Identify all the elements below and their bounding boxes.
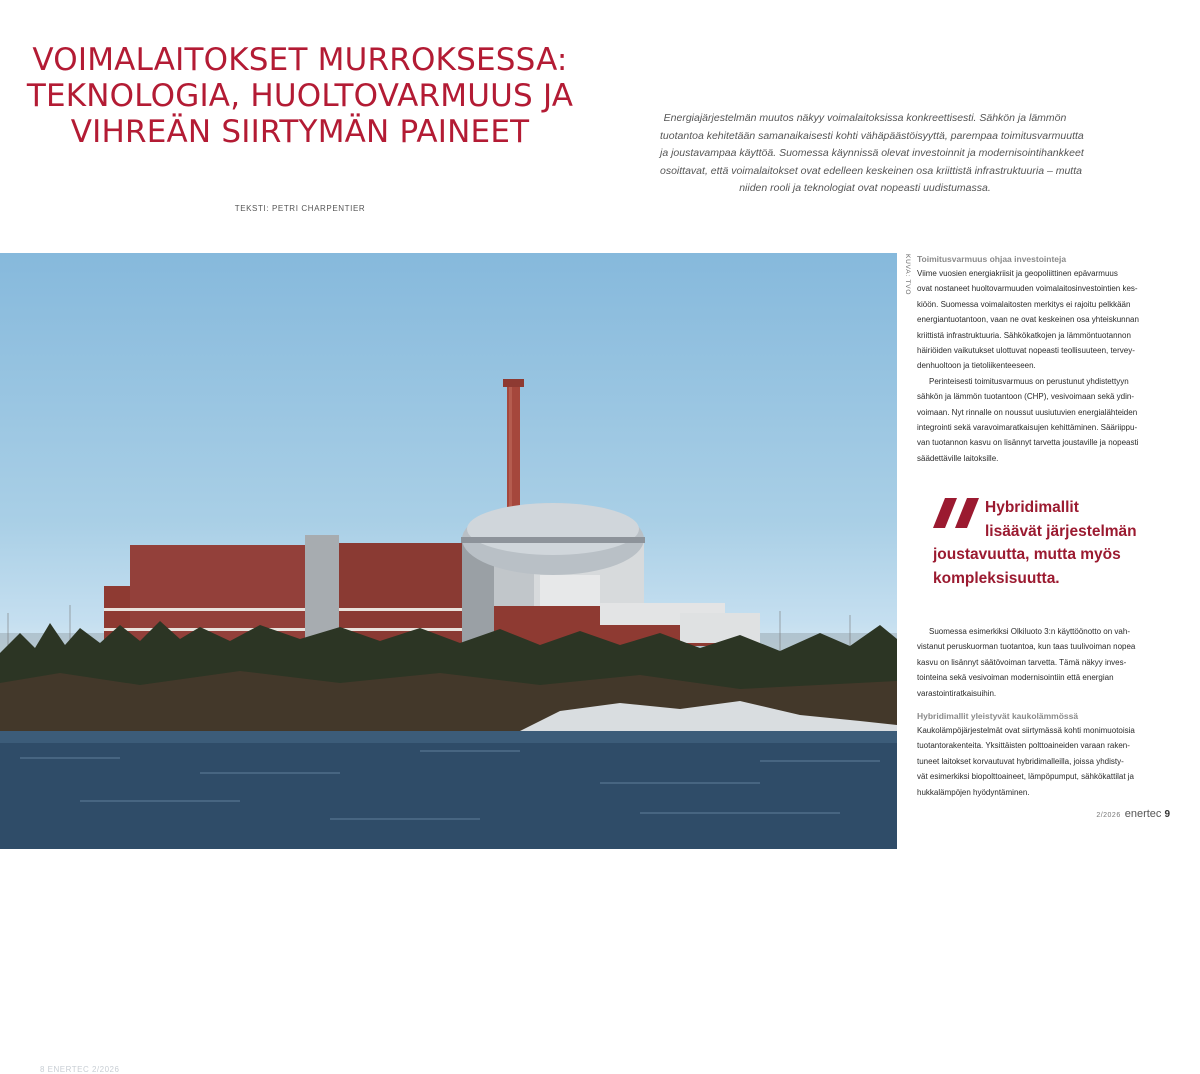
pull-quote-line: Hybridimallit	[985, 499, 1079, 516]
lead-line: Energiajärjestelmän muutos näkyy voimalaitoksissa konkreettisesti. Sähkön ja lämmön	[663, 112, 1067, 124]
pull-quote-line: kompleksisuutta.	[933, 569, 1060, 587]
issue-number: 2/2026	[1096, 812, 1121, 819]
title-line: TEKNOLOGIA, HUOLTOVARMUUS JA	[26, 78, 574, 114]
lead-line: ja joustavampaa käyttöä. Suomessa käynnissä olevat investoinnit ja modernisointihankkeet	[660, 147, 1084, 159]
body-line: säädettäville laitoksille.	[917, 453, 999, 463]
body-line: ovat nostaneet huoltovarmuuden voimalaitosinvestointien kes-	[917, 284, 1138, 294]
quote-mark-icon	[933, 498, 981, 528]
lead-line: niiden rooli ja teknologiat ovat nopeasti uudistumassa.	[739, 182, 991, 194]
body-line: Suomessa esimerkiksi Olkiluoto 3:n käyttöönotto on vah-	[929, 627, 1130, 636]
lead-line: osoittavat, että voimalaitokset ovat edelleen keskeinen osa kriittistä infrastruktuuria – mutta	[660, 164, 1082, 177]
body-line: Perinteisesti toimitusvarmuus on perustunut yhdistettyyn	[929, 376, 1129, 386]
body-line: kriittistä infrastruktuuria. Sähkökatkojen ja lämmöntuotannon	[917, 330, 1131, 340]
body-line: häiriöiden vaikutukset ulottuvat nopeasti teollisuuteen, tervey-	[917, 346, 1135, 356]
page-footer	[1090, 808, 1170, 820]
page-number: 9	[1164, 809, 1170, 820]
body-line: tuotantorakenteita. Yksittäisten polttoaineiden varaan raken-	[917, 741, 1130, 751]
body-section-district-heating	[917, 709, 1167, 800]
body-line: Viime vuosien energiakriisit ja geopoliittinen epävarmuus	[917, 269, 1118, 278]
body-line: vät esimerkiksi biopolttoaineet, lämpöpumput, sähkökattilat ja	[917, 772, 1134, 782]
body-section-olkiluoto	[917, 624, 1167, 701]
body-line: hukkalämpöjen hyödyntäminen.	[917, 787, 1030, 797]
body-section-supply-security	[917, 252, 1167, 466]
pull-quote-line: lisäävät järjestelmän	[985, 522, 1137, 540]
body-line: vistanut peruskuorman tuotantoa, kun taas tuulivoiman nopea	[917, 642, 1136, 652]
body-line: voimaan. Nyt rinnalle on noussut uusiutuvien energialähteiden	[917, 407, 1138, 417]
body-line: kiöön. Suomessa voimalaitosten merkitys ei rajoitu pelkkään	[917, 299, 1131, 309]
article-title	[20, 42, 580, 150]
section-heading: Hybridimallit yleistyvät kaukolämmössä	[917, 711, 1079, 721]
pull-quote	[933, 496, 1173, 590]
left-page-folio: 8 ENERTEC 2/2026	[40, 1065, 120, 1074]
body-line: varastointiratkaisuihin.	[917, 688, 997, 698]
body-line: energiantuotantoon, vaan ne ovat keskeinen osa yhteiskunnan	[917, 315, 1139, 325]
body-line: denhuoltoon ja tietoliikenteeseen.	[917, 361, 1036, 371]
title-line: VIHREÄN SIIRTYMÄN PAINEET	[70, 114, 530, 150]
body-line: tointeina sekä vesivoiman modernisointiin että energian	[917, 673, 1114, 683]
body-line: van tuotannon kasvu on lisännyt tarvetta joustaville ja nopeasti	[917, 438, 1139, 448]
author-byline: TEKSTI: PETRI CHARPENTIER	[234, 204, 366, 213]
power-plant-photo	[0, 253, 897, 1074]
photo-credit: KUVA: TVO	[904, 254, 911, 296]
body-line: Kaukolämpöjärjestelmät ovat siirtymässä kohti monimuotoisia	[917, 726, 1135, 735]
lead-line: tuotantoa kehitetään samanaikaisesti kohti vähäpäästöisyyttä, parempaa toimitusvarmuutta	[660, 129, 1084, 142]
magazine-brand: enertec	[1124, 808, 1162, 820]
body-line: kasvu on lisännyt säätövoiman tarvetta. Tämä näkyy inves-	[917, 657, 1127, 667]
section-heading: Toimitusvarmuus ohjaa investointeja	[917, 254, 1067, 264]
body-line: sähkön ja lämmön tuotantoon (CHP), vesivoimaan sekä ydin-	[917, 392, 1134, 402]
body-line: tuneet laitokset korvautuvat hybridimalleilla, joissa yhdisty-	[917, 756, 1124, 766]
power-plant-illustration	[0, 253, 897, 849]
title-line: VOIMALAITOKSET MURROKSESSA:	[32, 42, 568, 78]
pull-quote-line: joustavuutta, mutta myös	[933, 546, 1121, 563]
body-line: integrointi sekä varavoimaratkaisujen kehittäminen. Sääriippu-	[917, 423, 1138, 433]
lead-paragraph	[660, 110, 1084, 198]
